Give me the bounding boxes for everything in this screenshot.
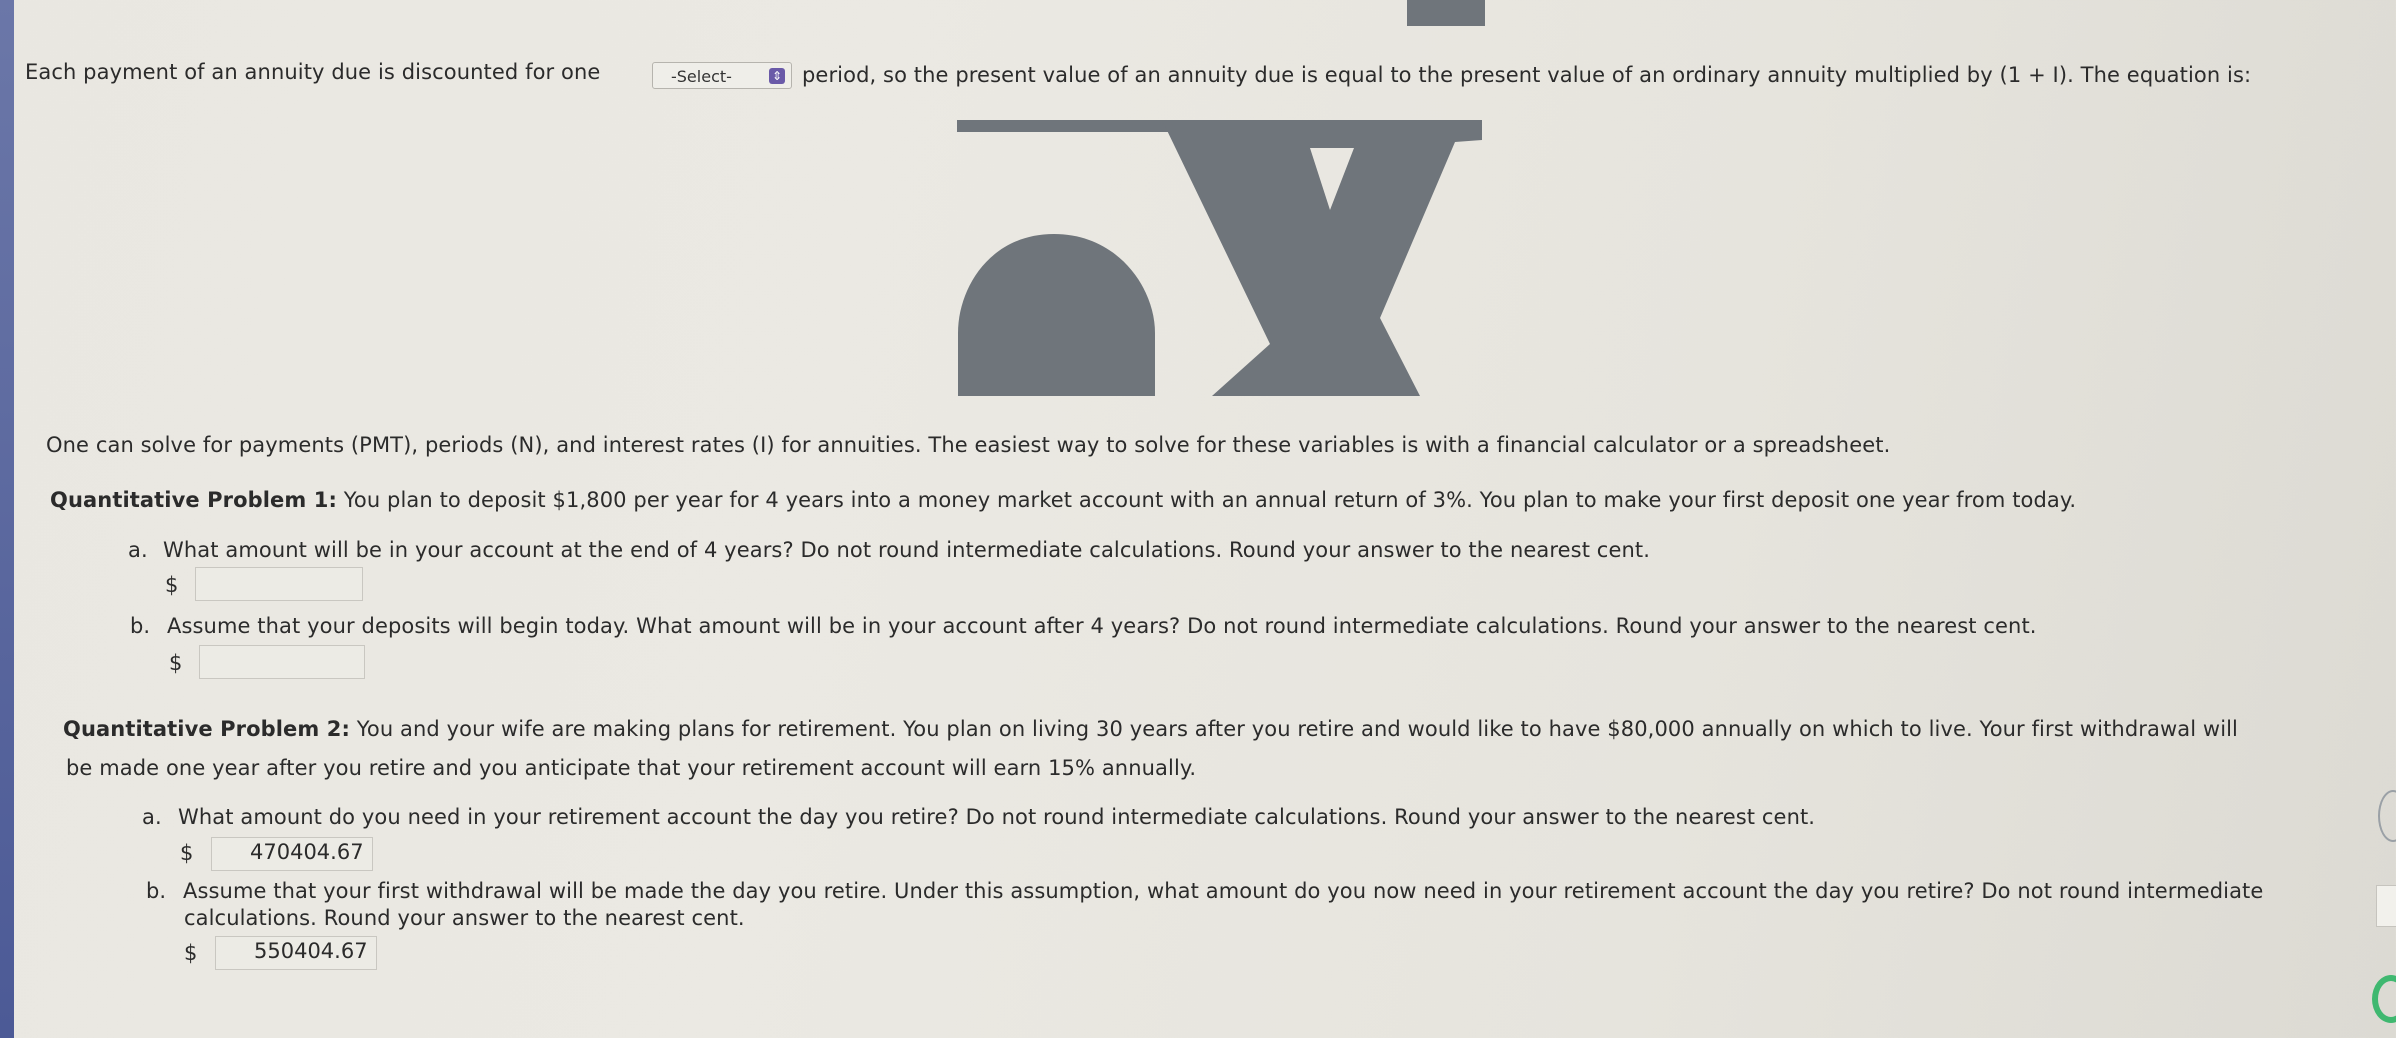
discount-period-select[interactable]	[652, 62, 792, 89]
problem1-b-marker: b.	[130, 614, 151, 638]
side-widget-ring[interactable]	[2372, 975, 2396, 1023]
problem2-b-question-line2: calculations. Round your answer to the nearest cent.	[184, 906, 745, 930]
problem1-a-marker: a.	[128, 538, 148, 562]
equation-dot-shape	[958, 234, 1155, 396]
equation-image	[950, 118, 1485, 398]
note-text: One can solve for payments (PMT), periods (N), and interest rates (I) for annuities. The easiest way to solve for these variables is with a financial calculator or a spreadsheet.	[46, 433, 1891, 457]
currency-symbol: $	[169, 651, 183, 675]
problem2-statement-line1	[63, 717, 2238, 741]
intro-text-part1: Each payment of an annuity due is discounted for one	[25, 60, 601, 84]
problem1-b-question: Assume that your deposits will begin today. What amount will be in your account after 4 years? Do not round intermediate calculations. Round your answer to the nearest cent.	[167, 614, 2037, 638]
currency-symbol: $	[184, 941, 198, 965]
problem1-a-question: What amount will be in your account at the end of 4 years? Do not round intermediate calculations. Round your answer to the nearest cent.	[163, 538, 1650, 562]
side-widget-circle[interactable]	[2378, 790, 2396, 842]
problem1-text: You plan to deposit $1,800 per year for 4 years into a money market account with an annual return of 3%. You plan to make your first deposit one year from today.	[343, 488, 2077, 512]
currency-symbol: $	[165, 573, 179, 597]
top-image-strip	[1407, 0, 1485, 26]
currency-symbol: $	[180, 841, 194, 865]
problem2-a-answer-input[interactable]: 470404.67	[211, 837, 373, 871]
problem1-b-answer-input[interactable]	[199, 645, 365, 679]
problem2-b-question-line1: Assume that your first withdrawal will be made the day you retire. Under this assumption, what amount do you now need in your retirement account the day you retire? Do not round intermediate	[183, 879, 2264, 903]
side-widget-tab[interactable]	[2376, 885, 2396, 927]
problem1-statement	[50, 488, 2076, 512]
problem2-text-line2: be made one year after you retire and you anticipate that your retirement account will earn 15% annually.	[66, 756, 1197, 780]
problem1-heading: Quantitative Problem 1:	[50, 488, 337, 512]
select-caret-icon: ⇕	[769, 68, 785, 84]
select-value: -Select-	[671, 67, 732, 86]
window-left-edge	[0, 0, 14, 1038]
problem1-a-answer-input[interactable]	[195, 567, 363, 601]
problem2-b-answer-input[interactable]: 550404.67	[215, 936, 377, 970]
problem2-a-marker: a.	[142, 805, 162, 829]
problem2-b-marker: b.	[146, 879, 167, 903]
intro-text-part2: period, so the present value of an annuity due is equal to the present value of an ordinary annuity multiplied by (1 + I). The equation is:	[802, 63, 2252, 87]
problem2-heading: Quantitative Problem 2:	[63, 717, 350, 741]
problem2-a-question: What amount do you need in your retirement account the day you retire? Do not round intermediate calculations. Round your answer to the nearest cent.	[178, 805, 1816, 829]
problem2-text-line1: You and your wife are making plans for retirement. You plan on living 30 years after you retire and would like to have $80,000 annually on which to live. Your first withdrawal will	[356, 717, 2238, 741]
